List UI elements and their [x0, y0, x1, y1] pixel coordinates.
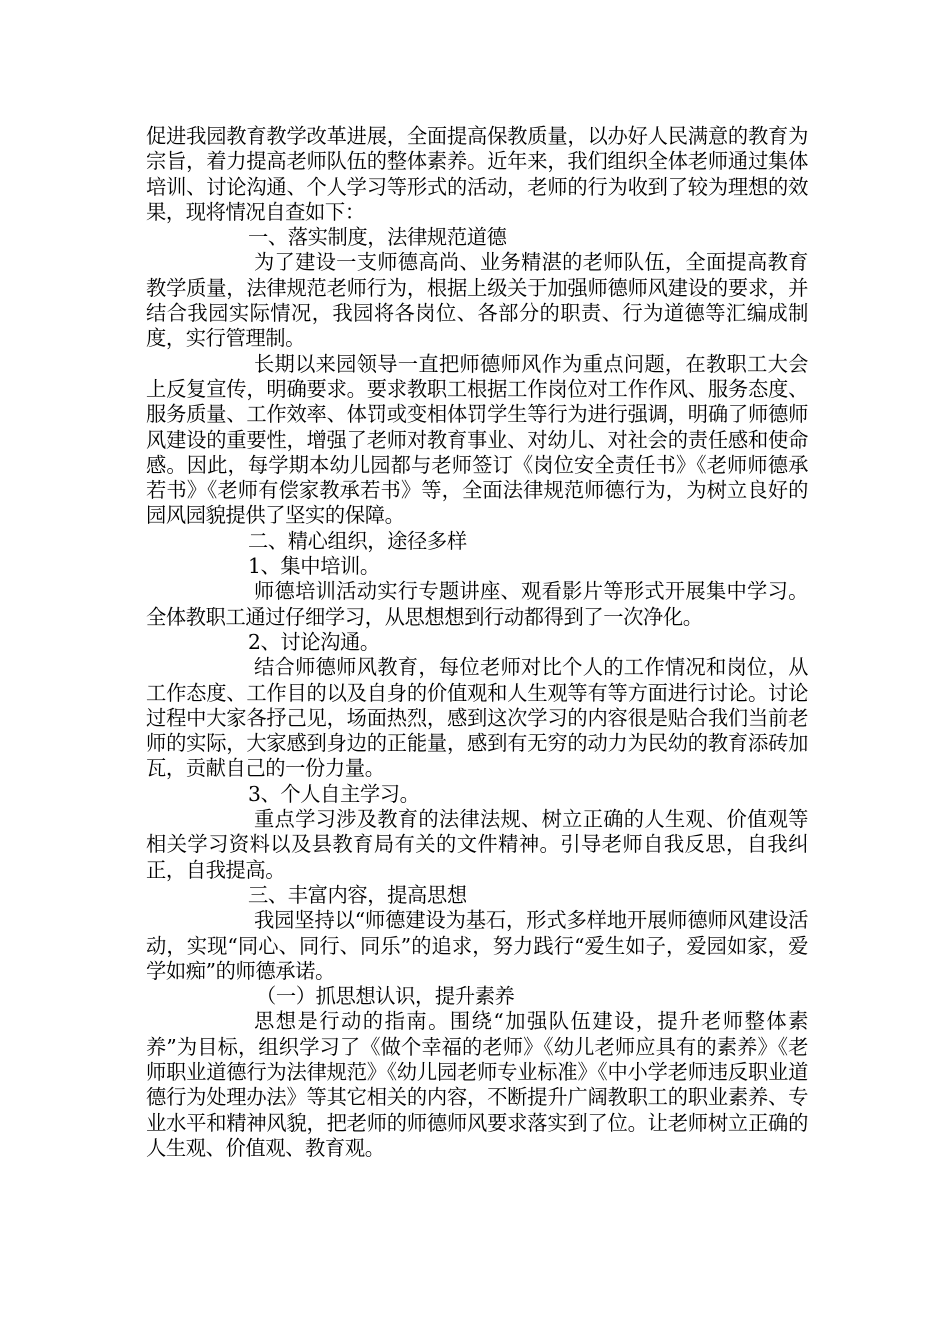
subsection-heading-1: 1、集中培训。 — [248, 554, 380, 579]
section-heading-1: 一、落实制度，法律规范道德 — [248, 225, 507, 250]
subsection-heading-3: 3、个人自主学习。 — [248, 781, 420, 806]
section-heading-2: 二、精心组织，途径多样 — [248, 528, 467, 553]
body-paragraph: 重点学习涉及教育的法律法规、树立正确的人生观、价值观等相关学习资料以及县教育局有关的文件精神。引导老师自我反思，自我纠正，自我提高。 — [146, 807, 808, 882]
body-paragraph: 思想是行动的指南。围绕“加强队伍建设，提升老师整体素养”为目标，组织学习了《做个幸福的老师》《幼儿老师应具有的素养》《老师职业道德行为法律规范》《幼儿园老师专业标准》《中小学老师违反职业道德行为处理办法》等其它相关的内容，不断提升广阔教职工的职业素养、专业水平和精神风貌，把老师的师德师风要求落实到了位。让老师树立正确的人生观、价值观、教育观。 — [146, 1009, 808, 1160]
body-paragraph: 为了建设一支师德高尚、业务精湛的老师队伍，全面提高教育教学质量，法律规范老师行为，根据上级关于加强师德师风建设的要求，并结合我园实际情况，我园将各岗位、各部分的职责、行为道德等汇编成制度，实行管理制。 — [146, 250, 808, 351]
body-paragraph: 结合师德师风教育，每位老师对比个人的工作情况和岗位，从工作态度、工作目的以及自身的价值观和人生观等有等方面进行讨论。讨论过程中大家各抒己见，场面热烈，感到这次学习的内容很是贴合我们当前老师的实际，大家感到身边的正能量，感到有无穷的动力为民幼的教育添砖加瓦，贡献自己的一份力量。 — [146, 655, 808, 781]
subsection-heading-4: （一）抓思想认识，提升素养 — [256, 984, 515, 1009]
body-paragraph: 师德培训活动实行专题讲座、观看影片等形式开展集中学习。全体教职工通过仔细学习，从思想想到行动都得到了一次净化。 — [146, 579, 808, 629]
section-heading-3: 三、丰富内容，提高思想 — [248, 882, 467, 907]
intro-paragraph: 促进我园教育教学改革进展，全面提高保教质量，以办好人民满意的教育为宗旨，着力提高老师队伍的整体素养。近年来，我们组织全体老师通过集体培训、讨论沟通、个人学习等形式的活动，老师的行为收到了较为理想的效果，现将情况自查如下： — [146, 124, 808, 224]
document-page — [146, 124, 808, 1161]
subsection-heading-2: 2、讨论沟通。 — [248, 629, 380, 654]
body-paragraph: 我园坚持以“师德建设为基石，形式多样地开展师德师风建设活动，实现“同心、同行、同乐”的追求，努力践行“爱生如子，爱园如家，爱学如痴”的师德承诺。 — [146, 908, 808, 983]
body-paragraph: 长期以来园领导一直把师德师风作为重点问题，在教职工大会上反复宣传，明确要求。要求教职工根据工作岗位对工作作风、服务态度、服务质量、工作效率、体罚或变相体罚学生等行为进行强调，明确了师德师风建设的重要性，增强了老师对教育事业、对幼儿、对社会的责任感和使命感。因此，每学期本幼儿园都与老师签订《岗位安全责任书》《老师师德承若书》《老师有偿家教承若书》等，全面法律规范师德行为，为树立良好的园风园貌提供了坚实的保障。 — [146, 351, 808, 528]
